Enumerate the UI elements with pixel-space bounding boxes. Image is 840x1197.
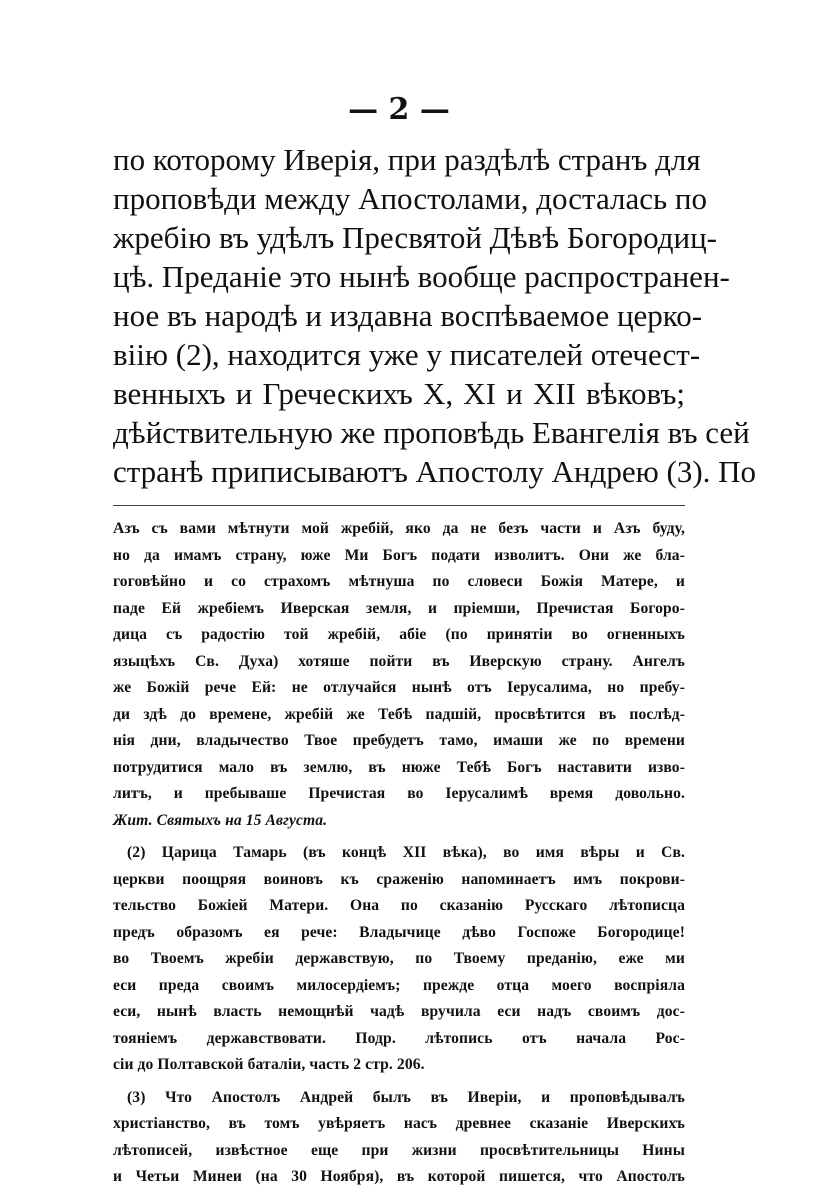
main-line: цѣ. Преданіе это нынѣ вообще распространен- — [113, 259, 730, 294]
footnote-divider — [113, 505, 685, 506]
footnote-line: Азъ съ вами мѣтнути мой жребій, яко да не безъ части и Азъ буду, — [113, 520, 685, 537]
main-line: проповѣди между Апостолами, досталась по — [113, 181, 707, 216]
main-line: по которому Иверія, при раздѣлѣ странъ для — [113, 142, 701, 177]
footnote-line: гоговѣйно и со страхомъ мѣтнуша по словеси Божія Матере, и — [113, 573, 685, 590]
footnote-3 — [113, 1085, 685, 1191]
footnote-line: еси преда своимъ милосердіемъ; прежде отца моего воспріяла — [113, 976, 685, 994]
footnote-line: еси, нынѣ власть немощнѣй чадѣ вручила еси надъ своимъ дос- — [113, 1003, 685, 1020]
footnote-line: дица съ радостію той жребій, абіе (по принятіи во огненныхъ — [113, 626, 685, 643]
footnote-line: паде Ей жребіемъ Иверская земля, и пріемши, Пречистая Богоро- — [113, 599, 685, 617]
footnote-line: но да имамъ страну, юже Ми Богъ подати изволитъ. Они же бла- — [113, 546, 685, 564]
footnote-line: церкви поощряя воиновъ къ сраженію напоминаетъ имъ покрови- — [113, 870, 685, 888]
footnote-line: предъ образомъ ея рече: Владычице дѣво Госпоже Богородице! — [113, 923, 685, 941]
footnote-line: во Твоемъ жребіи державствую, по Твоему преданію, еже ми — [113, 950, 685, 967]
footnote-line: христіанство, въ томъ увѣряетъ насъ древнее сказаніе Иверскихъ — [113, 1115, 685, 1132]
footnote-2 — [113, 840, 685, 1079]
main-line: жребію въ удѣлъ Пресвятой Дѣвѣ Богородиц- — [113, 220, 717, 255]
book-page — [113, 88, 757, 1197]
footnote-source: Жит. Святыхъ на 15 Августа. — [113, 811, 328, 829]
main-line: ное въ народѣ и издавна воспѣваемое церко- — [113, 298, 703, 333]
footnote-line: ди здѣ до времене, жребій же Тебѣ падшій, просвѣтится въ послѣд- — [113, 705, 685, 723]
footnote-line: потрудитися мало въ землю, въ нюже Тебѣ Богъ наставити изво- — [113, 758, 685, 776]
footnote-line: языцѣхъ Св. Духа) хотяше пойти въ Иверскую страну. Ангелъ — [113, 652, 685, 670]
main-text — [113, 140, 757, 491]
page-number: — 2 — — [348, 92, 450, 127]
footnote-1 — [113, 516, 685, 834]
footnote-line: же Божій рече Ей: не отлучайся нынѣ отъ Іерусалима, но пребу- — [113, 679, 685, 696]
main-line: дѣйствительную же проповѣдь Евангелія въ сей — [113, 415, 750, 450]
footnote-line: лѣтописей, извѣстное еще при жизни просвѣтительницы Нины — [113, 1141, 685, 1159]
footnote-line: нія дни, владычество Твое пребудетъ тамо, имаши же по времени — [113, 732, 685, 749]
footnote-line: тельство Божіей Матери. Она по сказанію Русскаго лѣтописца — [113, 897, 685, 914]
footnote-line: и Четьи Минеи (на 30 Ноября), въ которой пишется, что Апостолъ — [113, 1168, 685, 1185]
footnote-line: литъ, и пребываше Пречистая во Іерусалимѣ время довольно. — [113, 785, 685, 802]
main-line: венныхъ и Греческихъ X, XI и XII вѣковъ; — [113, 376, 685, 411]
footnote-line: (3) Что Апостолъ Андрей былъ въ Иверіи, и проповѣдывалъ — [127, 1088, 685, 1106]
footnotes — [113, 516, 685, 1191]
main-line: віію (2), находится уже у писателей отечест- — [113, 337, 701, 372]
footnote-line: сіи до Полтавской баталіи, часть 2 стр. 206. — [113, 1056, 425, 1073]
footnote-line: (2) Царица Тамарь (въ концѣ XII вѣка), во имя вѣры и Св. — [127, 844, 685, 861]
footnote-line: тояніемъ державствовати. Подр. лѣтопись отъ начала Рос- — [113, 1029, 685, 1047]
main-line: странѣ приписываютъ Апостолу Андрею (3). По — [113, 454, 757, 489]
